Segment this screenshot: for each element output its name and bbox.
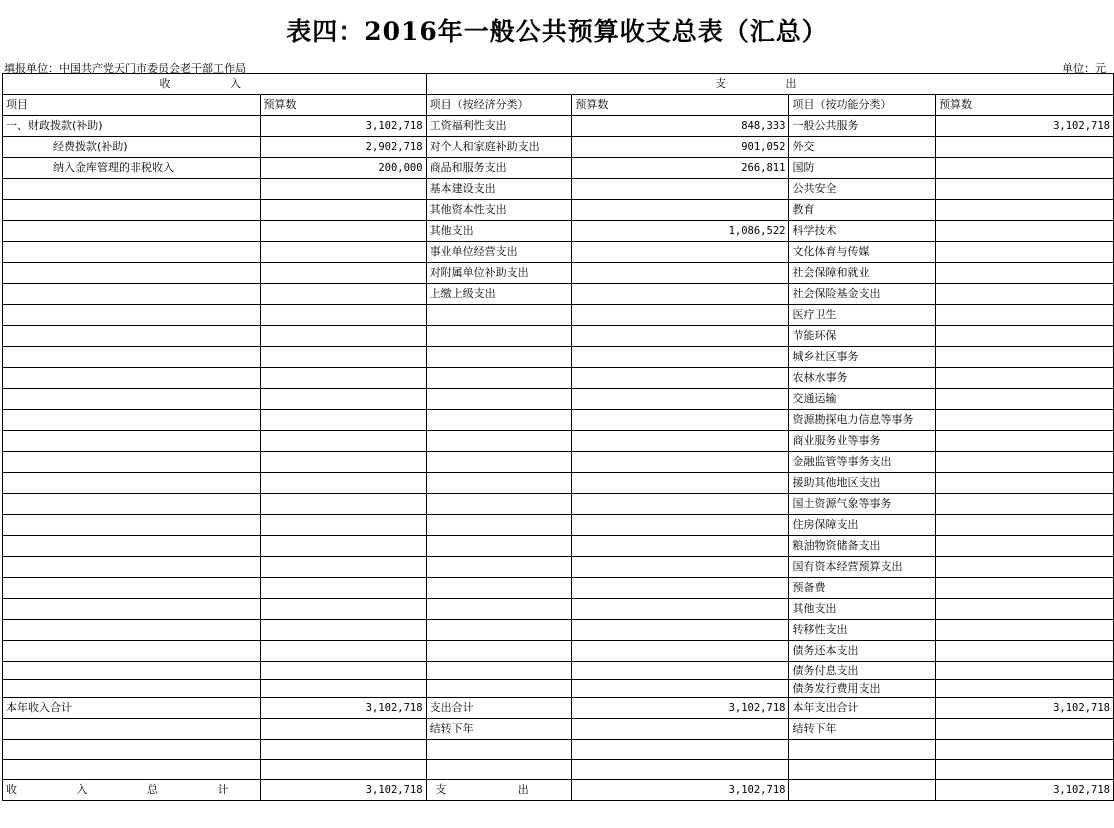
- econ-item: 对附属单位补助支出: [426, 263, 572, 284]
- income-budget: [260, 179, 426, 200]
- grand-income-label: 收 入 总 计: [3, 780, 261, 801]
- func-item: 教育: [789, 200, 936, 221]
- income-total-value: 3,102,718: [260, 698, 426, 719]
- income-item: [3, 200, 261, 221]
- table-row: [3, 494, 1114, 515]
- econ-budget: [572, 620, 789, 641]
- income-item: [3, 179, 261, 200]
- income-header: 收 入: [3, 74, 427, 95]
- func-item: 债务发行费用支出: [789, 680, 936, 698]
- col-header-econ-item: 项目（按经济分类）: [426, 95, 572, 116]
- income-budget: [260, 680, 426, 698]
- econ-budget: [572, 368, 789, 389]
- func-budget: [936, 389, 1114, 410]
- income-item: 经费拨款(补助): [3, 137, 261, 158]
- income-item: [3, 452, 261, 473]
- table-row: [3, 662, 1114, 680]
- income-budget: [260, 473, 426, 494]
- econ-budget: [572, 473, 789, 494]
- econ-item: 事业单位经营支出: [426, 242, 572, 263]
- income-item: [3, 347, 261, 368]
- econ-item: 其他支出: [426, 221, 572, 242]
- func-total-value: 3,102,718: [936, 698, 1114, 719]
- grand-func-value: 3,102,718: [936, 780, 1114, 801]
- income-item: [3, 242, 261, 263]
- func-budget: [936, 368, 1114, 389]
- func-budget: [936, 641, 1114, 662]
- income-budget: [260, 494, 426, 515]
- income-budget: [260, 389, 426, 410]
- income-item: [3, 620, 261, 641]
- income-budget: [260, 557, 426, 578]
- func-item: 资源勘探电力信息等事务: [789, 410, 936, 431]
- econ-budget: 848,333: [572, 116, 789, 137]
- func-budget: [936, 263, 1114, 284]
- income-item: [3, 599, 261, 620]
- table-row: [3, 680, 1114, 698]
- func-budget: [936, 431, 1114, 452]
- income-budget: [260, 452, 426, 473]
- income-item: [3, 263, 261, 284]
- table-row: [3, 536, 1114, 557]
- table-row: [3, 263, 1114, 284]
- func-budget: [936, 452, 1114, 473]
- econ-budget: [572, 263, 789, 284]
- func-item: 国防: [789, 158, 936, 179]
- table-row: [3, 242, 1114, 263]
- func-total-label: 本年支出合计: [789, 698, 936, 719]
- income-item: [3, 557, 261, 578]
- econ-item: [426, 347, 572, 368]
- econ-budget: [572, 452, 789, 473]
- table-row: [3, 431, 1114, 452]
- income-budget: [260, 200, 426, 221]
- func-budget: [936, 557, 1114, 578]
- table-row: [3, 368, 1114, 389]
- income-item: 纳入金库管理的非税收入: [3, 158, 261, 179]
- income-total-label: 本年收入合计: [3, 698, 261, 719]
- func-item: 外交: [789, 137, 936, 158]
- func-carry-label: 结转下年: [789, 719, 936, 740]
- econ-item: [426, 305, 572, 326]
- income-budget: [260, 368, 426, 389]
- table-row: [3, 641, 1114, 662]
- econ-item: [426, 452, 572, 473]
- income-item: [3, 389, 261, 410]
- func-item: 社会保险基金支出: [789, 284, 936, 305]
- func-item: 医疗卫生: [789, 305, 936, 326]
- econ-budget: [572, 599, 789, 620]
- table-row: [3, 620, 1114, 641]
- func-budget: [936, 137, 1114, 158]
- func-budget: [936, 599, 1114, 620]
- func-item: 债务付息支出: [789, 662, 936, 680]
- econ-budget: [572, 431, 789, 452]
- func-item: 节能环保: [789, 326, 936, 347]
- func-budget: [936, 284, 1114, 305]
- econ-item: [426, 680, 572, 698]
- func-item: 公共安全: [789, 179, 936, 200]
- table-row: [3, 200, 1114, 221]
- econ-item: [426, 557, 572, 578]
- func-item: 交通运输: [789, 389, 936, 410]
- econ-budget: [572, 389, 789, 410]
- income-budget: [260, 431, 426, 452]
- econ-item: [426, 641, 572, 662]
- page-title: 表四：2016年一般公共预算收支总表（汇总）: [286, 17, 828, 46]
- table-row: [3, 326, 1114, 347]
- income-item: [3, 578, 261, 599]
- func-budget: [936, 680, 1114, 698]
- econ-budget: [572, 410, 789, 431]
- econ-budget: [572, 284, 789, 305]
- income-budget: [260, 662, 426, 680]
- income-item: [3, 284, 261, 305]
- income-item: [3, 431, 261, 452]
- func-item: 农林水事务: [789, 368, 936, 389]
- income-budget: 3,102,718: [260, 116, 426, 137]
- func-budget: [936, 410, 1114, 431]
- income-item: [3, 536, 261, 557]
- col-header-item: 项目: [3, 95, 261, 116]
- econ-item: 商品和服务支出: [426, 158, 572, 179]
- table-row: [3, 557, 1114, 578]
- table-row: [3, 578, 1114, 599]
- grand-income-value: 3,102,718: [260, 780, 426, 801]
- func-item: 城乡社区事务: [789, 347, 936, 368]
- func-item: 粮油物资储备支出: [789, 536, 936, 557]
- econ-item: [426, 389, 572, 410]
- func-budget: [936, 221, 1114, 242]
- econ-item: 对个人和家庭补助支出: [426, 137, 572, 158]
- income-item: [3, 368, 261, 389]
- col-header-func-item: 项目（按功能分类）: [789, 95, 936, 116]
- income-item: [3, 305, 261, 326]
- income-budget: [260, 620, 426, 641]
- income-budget: [260, 221, 426, 242]
- func-item: 其他支出: [789, 599, 936, 620]
- func-budget: [936, 536, 1114, 557]
- table-row: [3, 410, 1114, 431]
- income-budget: [260, 599, 426, 620]
- func-item: 国有资本经营预算支出: [789, 557, 936, 578]
- income-item: [3, 494, 261, 515]
- income-budget: [260, 536, 426, 557]
- econ-item: [426, 515, 572, 536]
- econ-budget: 266,811: [572, 158, 789, 179]
- econ-item: [426, 473, 572, 494]
- income-item: [3, 515, 261, 536]
- func-budget: 3,102,718: [936, 116, 1114, 137]
- reporting-unit: 填报单位：中国共产党天门市委员会老干部工作局: [4, 62, 246, 75]
- econ-item: [426, 662, 572, 680]
- econ-budget: [572, 641, 789, 662]
- func-budget: [936, 347, 1114, 368]
- income-budget: [260, 410, 426, 431]
- econ-budget: [572, 305, 789, 326]
- income-budget: [260, 641, 426, 662]
- table-row: [3, 179, 1114, 200]
- econ-item: [426, 599, 572, 620]
- econ-budget: [572, 179, 789, 200]
- econ-item: 上缴上级支出: [426, 284, 572, 305]
- table-row: [3, 347, 1114, 368]
- func-item: 科学技术: [789, 221, 936, 242]
- func-item: 国土资源气象等事务: [789, 494, 936, 515]
- econ-item: [426, 368, 572, 389]
- econ-budget: [572, 347, 789, 368]
- func-item: 债务还本支出: [789, 641, 936, 662]
- income-budget: [260, 578, 426, 599]
- func-item: 转移性支出: [789, 620, 936, 641]
- income-budget: [260, 284, 426, 305]
- func-budget: [936, 515, 1114, 536]
- income-item: [3, 680, 261, 698]
- currency-unit: 单位：元: [1062, 62, 1106, 75]
- econ-budget: 1,086,522: [572, 221, 789, 242]
- func-item: 社会保障和就业: [789, 263, 936, 284]
- income-item: [3, 473, 261, 494]
- income-budget: [260, 347, 426, 368]
- income-budget: [260, 242, 426, 263]
- econ-item: [426, 578, 572, 599]
- col-header-econ-budget: 预算数: [572, 95, 789, 116]
- table-row: [3, 137, 1114, 158]
- func-budget: [936, 494, 1114, 515]
- budget-table: [2, 73, 1114, 801]
- func-item: 援助其他地区支出: [789, 473, 936, 494]
- table-row: [3, 284, 1114, 305]
- econ-item: [426, 620, 572, 641]
- func-budget: [936, 179, 1114, 200]
- income-item: 一、财政拨款(补助): [3, 116, 261, 137]
- econ-budget: [572, 680, 789, 698]
- econ-item: [426, 410, 572, 431]
- func-budget: [936, 578, 1114, 599]
- income-item: [3, 641, 261, 662]
- func-item: 预备费: [789, 578, 936, 599]
- income-budget: [260, 515, 426, 536]
- table-row: [3, 599, 1114, 620]
- func-item: 一般公共服务: [789, 116, 936, 137]
- econ-item: 基本建设支出: [426, 179, 572, 200]
- econ-budget: [572, 326, 789, 347]
- table-row: [3, 452, 1114, 473]
- func-budget: [936, 473, 1114, 494]
- econ-budget: [572, 662, 789, 680]
- table-row: [3, 473, 1114, 494]
- table-row: [3, 116, 1114, 137]
- func-budget: [936, 662, 1114, 680]
- econ-item: [426, 494, 572, 515]
- econ-budget: [572, 536, 789, 557]
- econ-budget: [572, 578, 789, 599]
- table-row: [3, 515, 1114, 536]
- income-item: [3, 326, 261, 347]
- income-budget: [260, 263, 426, 284]
- income-item: [3, 662, 261, 680]
- table-row: [3, 305, 1114, 326]
- econ-budget: [572, 242, 789, 263]
- func-budget: [936, 620, 1114, 641]
- func-item: 住房保障支出: [789, 515, 936, 536]
- income-budget: [260, 305, 426, 326]
- econ-budget: [572, 515, 789, 536]
- expense-total-label: 支出合计: [426, 698, 572, 719]
- grand-expense-value: 3,102,718: [572, 780, 789, 801]
- income-budget: [260, 326, 426, 347]
- income-item: [3, 410, 261, 431]
- func-budget: [936, 305, 1114, 326]
- func-item: 金融监管等事务支出: [789, 452, 936, 473]
- table-row: [3, 221, 1114, 242]
- econ-budget: [572, 200, 789, 221]
- income-budget: 200,000: [260, 158, 426, 179]
- econ-carry-label: 结转下年: [426, 719, 572, 740]
- econ-item: [426, 326, 572, 347]
- econ-budget: 901,052: [572, 137, 789, 158]
- econ-item: 其他资本性支出: [426, 200, 572, 221]
- func-budget: [936, 158, 1114, 179]
- income-budget: 2,902,718: [260, 137, 426, 158]
- col-header-func-budget: 预算数: [936, 95, 1114, 116]
- econ-item: 工资福利性支出: [426, 116, 572, 137]
- expense-total-value: 3,102,718: [572, 698, 789, 719]
- table-row: [3, 158, 1114, 179]
- econ-item: [426, 536, 572, 557]
- func-item: 商业服务业等事务: [789, 431, 936, 452]
- econ-budget: [572, 494, 789, 515]
- func-budget: [936, 200, 1114, 221]
- table-row: [3, 389, 1114, 410]
- econ-budget: [572, 557, 789, 578]
- expense-header: 支 出: [426, 74, 1113, 95]
- func-budget: [936, 326, 1114, 347]
- func-budget: [936, 242, 1114, 263]
- func-item: 文化体育与传媒: [789, 242, 936, 263]
- econ-item: [426, 431, 572, 452]
- income-item: [3, 221, 261, 242]
- grand-expense-label: 支 出: [426, 780, 572, 801]
- col-header-budget: 预算数: [260, 95, 426, 116]
